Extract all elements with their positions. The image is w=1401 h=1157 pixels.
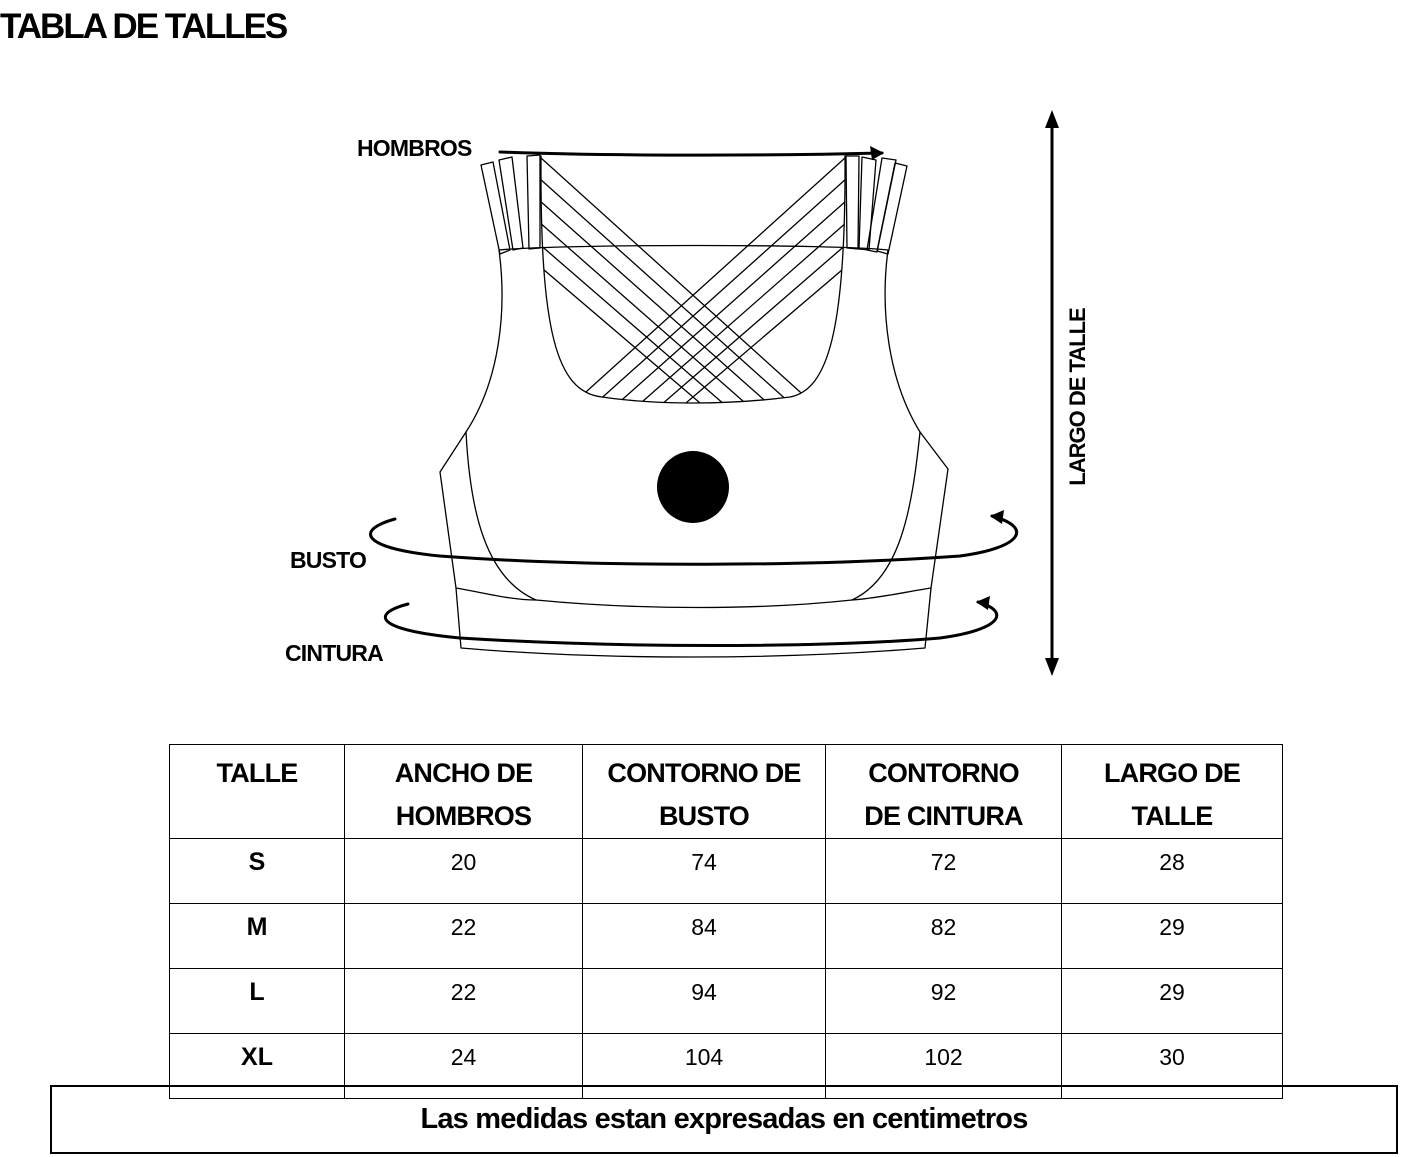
header-length: LARGO DE TALLE <box>1062 745 1283 839</box>
table-cell: 24 <box>345 1034 583 1099</box>
size-table <box>169 744 1283 1099</box>
waist-band <box>456 588 931 608</box>
table-header-row <box>170 745 1283 839</box>
table-row <box>170 969 1283 1034</box>
table-cell: 94 <box>583 969 826 1034</box>
table-cell: 22 <box>345 969 583 1034</box>
bust-label: BUSTO <box>290 547 367 573</box>
size-cell: XL <box>170 1034 345 1099</box>
table-row <box>170 839 1283 904</box>
waist-arrow <box>385 602 996 646</box>
right-strap <box>846 156 907 254</box>
right-side-panel <box>852 432 920 600</box>
table-row <box>170 904 1283 969</box>
arrow-heads <box>870 110 1059 676</box>
left-side-panel <box>466 432 536 600</box>
left-strap <box>481 155 540 254</box>
length-label: LARGO DE TALLE <box>1065 308 1090 486</box>
table-cell: 30 <box>1062 1034 1283 1099</box>
shoulders-label: HOMBROS <box>357 135 472 161</box>
table-cell: 22 <box>345 904 583 969</box>
size-cell: L <box>170 969 345 1034</box>
logo-dot <box>657 451 729 523</box>
header-size: TALLE <box>170 745 345 839</box>
size-cell: S <box>170 839 345 904</box>
page-title: TABLA DE TALLES <box>0 7 287 46</box>
table-cell: 82 <box>826 904 1062 969</box>
shoulders-arrow <box>500 152 882 155</box>
header-waist: CONTORNO DE CINTURA <box>826 745 1062 839</box>
table-cell: 29 <box>1062 969 1283 1034</box>
table-cell: 72 <box>826 839 1062 904</box>
header-shoulder-width: ANCHO DE HOMBROS <box>345 745 583 839</box>
table-cell: 28 <box>1062 839 1283 904</box>
table-cell: 102 <box>826 1034 1062 1099</box>
table-cell: 20 <box>345 839 583 904</box>
waist-label: CINTURA <box>285 640 383 666</box>
table-cell: 74 <box>583 839 826 904</box>
bust-arrow <box>371 516 1017 564</box>
units-note-box <box>50 1085 1398 1154</box>
size-cell: M <box>170 904 345 969</box>
back-cutout <box>541 156 845 403</box>
table-cell: 92 <box>826 969 1062 1034</box>
table-cell: 29 <box>1062 904 1283 969</box>
table-cell: 104 <box>583 1034 826 1099</box>
cross-bands <box>530 148 856 420</box>
header-bust: CONTORNO DE BUSTO <box>583 745 826 839</box>
table-cell: 84 <box>583 904 826 969</box>
units-note: Las medidas estan expresadas en centimetros <box>420 1103 1028 1135</box>
